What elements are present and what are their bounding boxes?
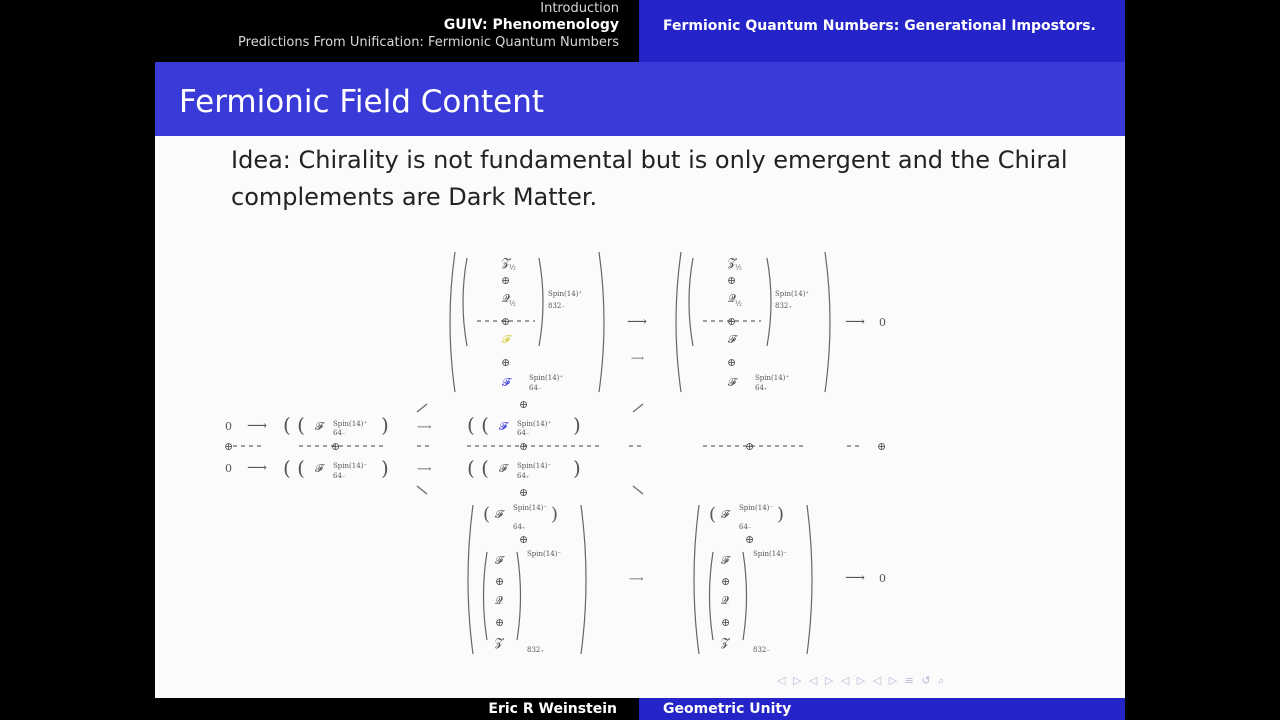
diag-arrow-3 — [417, 486, 427, 494]
frame-title-bar — [155, 62, 1125, 136]
bottom-small-arrow: ⟶ — [629, 574, 644, 585]
tl-Q: 𝓠 — [502, 292, 510, 305]
frame-title: Fermionic Field Content — [179, 84, 545, 120]
top-zero: 0 — [879, 316, 886, 329]
bl-Z: 𝓩 — [495, 636, 503, 649]
paren-bl-inner-left — [484, 552, 488, 640]
tr-Q-half: ½ — [735, 300, 742, 308]
mid-center-paren-2r: ) — [573, 456, 581, 480]
footer-title: Geometric Unity — [663, 701, 792, 717]
idea-text — [231, 142, 1111, 216]
nav-icons[interactable]: ◁ ▷ ◁ ▷ ◁ ▷ ◁ ▷ ≡ ↺ ⌕ — [777, 674, 947, 687]
top-arrow-2: ⟶ — [845, 314, 866, 330]
field-content-diagram — [155, 240, 1125, 665]
tl-bottom-spin: Spin(14)⁺ — [529, 374, 564, 382]
bl-oplus-1: ⊕ — [519, 533, 529, 546]
mid-left-spin1: Spin(14)⁺ — [333, 420, 368, 428]
tr-spin-plus: Spin(14)⁺ — [775, 290, 810, 298]
paren-tr-inner-left — [689, 258, 693, 346]
br-spin2: Spin(14)⁻ — [753, 550, 788, 558]
paren-br-outer-right — [807, 505, 812, 654]
mid-center-paren-1: ( ( — [467, 413, 489, 437]
bl-832p: 832₊ — [527, 646, 545, 654]
paren-bl-inner-right — [517, 552, 521, 640]
mid-left-64m: 64₋ — [333, 429, 346, 437]
paren-tl-inner-left — [463, 258, 467, 346]
mid-left-F1: 𝓕 — [315, 420, 324, 433]
paren-tl-outer-right — [599, 252, 604, 392]
br-paren-top: ( — [709, 504, 717, 525]
mid-zero-left: 0 — [225, 420, 232, 433]
diag-arrow-1 — [417, 404, 427, 412]
header-section-nav — [155, 0, 639, 62]
mid-left-spin2: Spin(14)⁻ — [333, 462, 368, 470]
header-subsection — [639, 0, 1125, 62]
footer-author: Eric R Weinstein — [488, 701, 617, 717]
mid-left-paren-1: ( ( — [283, 413, 305, 437]
mid-center-paren-1r: ) — [573, 413, 581, 437]
bottom-arrow: ⟶ — [845, 570, 866, 586]
paren-tl-outer-left — [450, 252, 455, 392]
br-Q: 𝓠 — [721, 594, 729, 607]
mid-center-F-blue: 𝓕 — [499, 420, 508, 433]
beamer-nav-controls[interactable] — [777, 674, 946, 688]
mid-center-spin1: Spin(14)⁺ — [517, 420, 552, 428]
tl-Z-half: ½ — [509, 264, 516, 272]
top-arrow-1: ⟶ — [627, 314, 648, 330]
tr-bottom-64: 64₊ — [755, 384, 768, 392]
mid-arrow-d: ⟶ — [417, 464, 432, 475]
mid-center-paren-2: ( ( — [467, 456, 489, 480]
footer-author-box — [155, 698, 639, 720]
mid-oplus-top: ⊕ — [519, 398, 529, 411]
bl-paren-top-r: ) — [551, 504, 559, 525]
tl-Q-half: ½ — [509, 300, 516, 308]
mid-left-paren-1r: ) — [381, 413, 389, 437]
bl-64p: 64₊ — [513, 523, 526, 531]
mid-left-paren-2r: ) — [381, 456, 389, 480]
tl-oplus-2: ⊕ — [501, 315, 511, 328]
mid-left-F2: 𝓕 — [315, 462, 324, 475]
tl-F-yellow: 𝓕 — [502, 333, 511, 346]
br-spin1: Spin(14)⁻ — [739, 504, 774, 512]
br-oplus-2: ⊕ — [721, 575, 731, 588]
bl-paren-top: ( — [483, 504, 491, 525]
paren-bl-outer-left — [468, 505, 473, 654]
subsection-title[interactable]: Fermionic Quantum Numbers: Generational Impostors. — [663, 18, 1096, 34]
bl-spin1: Spin(14)⁻ — [513, 504, 548, 512]
bl-spin2: Spin(14)⁻ — [527, 550, 562, 558]
tr-oplus-1: ⊕ — [727, 274, 737, 287]
bl-F1: 𝓕 — [495, 508, 504, 521]
top-small-arrow: ⟶ — [631, 354, 644, 364]
slide — [155, 0, 1125, 720]
tl-oplus-3: ⊕ — [501, 356, 511, 369]
mid-right-oplus: ⊕ — [745, 440, 755, 453]
tr-bottom-spin: Spin(14)⁺ — [755, 374, 790, 382]
bl-oplus-3: ⊕ — [495, 616, 505, 629]
mid-center-oplus: ⊕ — [519, 440, 529, 453]
nav-section-predictions[interactable]: Predictions From Unification: Fermionic Quantum Numbers — [238, 35, 619, 50]
tr-Z: 𝓩 — [728, 256, 736, 269]
tl-832m: 832₋ — [548, 302, 566, 310]
br-832m: 832₋ — [753, 646, 771, 654]
tr-F-1: 𝓕 — [728, 333, 737, 346]
diag-arrow-2 — [633, 404, 643, 412]
mid-left-oplus: ⊕ — [331, 440, 341, 453]
paren-tl-inner-right — [539, 258, 543, 346]
br-oplus-3: ⊕ — [721, 616, 731, 629]
tr-832p: 832₊ — [775, 302, 793, 310]
paren-br-outer-left — [694, 505, 699, 654]
tl-F-blue: 𝓕 — [502, 376, 511, 389]
tl-bottom-64: 64₋ — [529, 384, 542, 392]
paren-tr-outer-right — [825, 252, 830, 392]
paren-tr-outer-left — [676, 252, 681, 392]
bottom-zero: 0 — [879, 572, 886, 585]
tr-Z-half: ½ — [735, 264, 742, 272]
mid-zero-left-2: 0 — [225, 462, 232, 475]
mid-arrow-a: ⟶ — [247, 418, 268, 434]
mid-arrow-b: ⟶ — [247, 460, 268, 476]
br-Z: 𝓩 — [721, 636, 729, 649]
mid-oplus-bottom: ⊕ — [519, 486, 529, 499]
mid-arrow-c: ⟶ — [417, 422, 432, 433]
paren-bl-outer-right — [581, 505, 586, 654]
idea-line-1: Idea: Chirality is not fundamental but is only emergent and the Chiral — [231, 146, 1068, 174]
bl-Q: 𝓠 — [495, 594, 503, 607]
mid-left-paren-2: ( ( — [283, 456, 305, 480]
nav-section-introduction[interactable]: Introduction — [540, 1, 619, 16]
br-F1: 𝓕 — [721, 508, 730, 521]
mid-center-64m: 64₋ — [517, 429, 530, 437]
mid-left-64m-2: 64₋ — [333, 472, 346, 480]
diag-arrow-4 — [633, 486, 643, 494]
br-paren-top-r: ) — [777, 504, 785, 525]
br-64m: 64₋ — [739, 523, 752, 531]
footer-title-box — [639, 698, 1125, 720]
nav-section-phenomenology[interactable]: GUIV: Phenomenology — [443, 17, 619, 33]
mid-center-F2: 𝓕 — [499, 462, 508, 475]
paren-tr-inner-right — [767, 258, 771, 346]
bl-F2: 𝓕 — [495, 554, 504, 567]
mid-center-64p: 64₊ — [517, 472, 530, 480]
tr-oplus-2: ⊕ — [727, 315, 737, 328]
tr-Q: 𝓠 — [728, 292, 736, 305]
paren-br-inner-right — [743, 552, 747, 640]
tl-oplus-1: ⊕ — [501, 274, 511, 287]
paren-br-inner-left — [710, 552, 714, 640]
tr-F-2: 𝓕 — [728, 376, 737, 389]
idea-line-2: complements are Dark Matter. — [231, 183, 598, 211]
br-F2: 𝓕 — [721, 554, 730, 567]
mid-center-spin2: Spin(14)⁻ — [517, 462, 552, 470]
br-oplus-1: ⊕ — [745, 533, 755, 546]
tl-spin-plus: Spin(14)⁺ — [548, 290, 583, 298]
bl-oplus-2: ⊕ — [495, 575, 505, 588]
mid-far-oplus: ⊕ — [877, 440, 887, 453]
tl-Z: 𝓩 — [502, 256, 510, 269]
mid-oplus-left: ⊕ — [224, 440, 234, 453]
tr-oplus-3: ⊕ — [727, 356, 737, 369]
